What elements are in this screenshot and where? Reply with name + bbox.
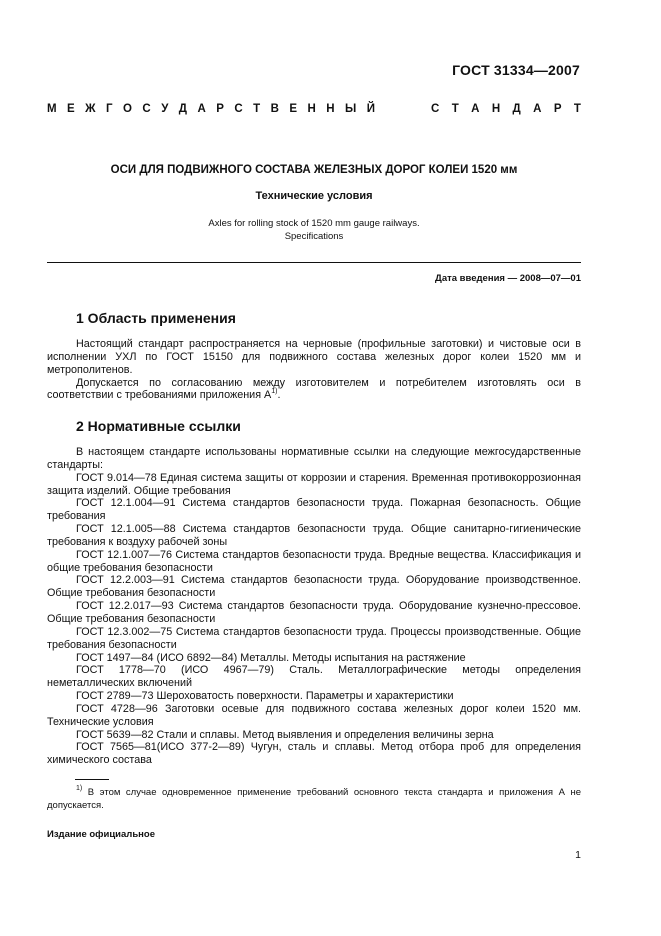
banner-letter: А xyxy=(197,103,206,115)
reference-item: ГОСТ 12.3.002—75 Система стандартов безопасности труда. Процессы производственные. Общие требования безопасности xyxy=(47,625,581,651)
normative-references-list xyxy=(47,472,581,767)
section-1-heading: 1 Область применения xyxy=(76,310,236,326)
footnote-marker: 1) xyxy=(76,785,83,792)
reference-item: ГОСТ 7565—81(ИСО 377-2—89) Чугун, сталь и сплавы. Метод отбора проб для определения химического состава xyxy=(47,741,581,767)
banner-letter: Р xyxy=(216,103,224,115)
banner-letter: С xyxy=(431,103,440,115)
reference-item: ГОСТ 12.1.005—88 Система стандартов безопасности труда. Общие санитарно-гигиенические требования к воздуху рабочей зоны xyxy=(47,523,581,548)
section-2-body xyxy=(47,446,581,767)
banner-letter: Т xyxy=(451,103,459,115)
banner-letter: О xyxy=(123,103,132,115)
document-subtitle: Технические условия xyxy=(255,190,373,202)
standard-number: ГОСТ 31334—2007 xyxy=(452,62,580,78)
section-1-body xyxy=(47,338,581,402)
banner-letter: Р xyxy=(553,103,562,115)
section-2-heading: 2 Нормативные ссылки xyxy=(76,418,241,434)
banner-letter: В xyxy=(270,103,279,115)
document-title: ОСИ ДЛЯ ПОДВИЖНОГО СОСТАВА ЖЕЛЕЗНЫХ ДОРОГ КОЛЕИ 1520 мм xyxy=(110,164,518,176)
banner-letter: Д xyxy=(178,103,187,115)
banner-letter: Ж xyxy=(85,103,96,115)
banner-letter: Н xyxy=(326,103,335,115)
reference-item: ГОСТ 1497—84 (ИСО 6892—84) Металлы. Методы испытания на растяжение xyxy=(76,651,466,664)
banner-letter: Н xyxy=(307,103,316,115)
paragraph-text-end: . xyxy=(277,389,281,402)
banner-letter: С xyxy=(142,103,151,115)
banner-letter: Г xyxy=(106,103,113,115)
footnote-divider xyxy=(75,779,109,780)
footnote-text-block xyxy=(47,786,581,812)
english-title-line2: Specifications xyxy=(284,231,344,242)
banner-letter: Н xyxy=(491,103,501,115)
footnote-text: В этом случае одновременное применение требований основного текста стандарта и приложения А не допускается. xyxy=(47,787,581,811)
reference-item: ГОСТ 1778—70 (ИСО 4967—79) Сталь. Металлографические методы определения неметаллических включений xyxy=(47,664,581,690)
banner-letter: Т xyxy=(573,103,581,115)
banner-letter: Д xyxy=(512,103,521,115)
official-edition-label: Издание официальное xyxy=(47,829,155,840)
banner-letter: А xyxy=(471,103,480,115)
interstate-word xyxy=(47,103,375,115)
banner-letter: С xyxy=(234,103,243,115)
introduction-date: Дата введения — 2008—07—01 xyxy=(435,273,581,284)
section-2-intro: В настоящем стандарте использованы нормативные ссылки на следующие межгосударственные стандарты: xyxy=(47,446,581,471)
reference-item: ГОСТ 12.1.004—91 Система стандартов безопасности труда. Пожарная безопасность. Общие требования xyxy=(47,497,581,523)
section-1-paragraph: Настоящий стандарт распространяется на черновые (профильные заготовки) и чистовые оси в исполнении УХЛ по ГОСТ 15150 для подвижного состава железных дорог колеи 1520 мм и метрополитенов. xyxy=(47,338,581,376)
reference-item: ГОСТ 12.2.017—93 Система стандартов безопасности труда. Оборудование кузнечно-прессовое. Общие требования безопасности xyxy=(47,600,581,625)
reference-item: ГОСТ 12.1.007—76 Система стандартов безопасности труда. Вредные вещества. Классификация и общие требования безопасности xyxy=(47,548,581,574)
page-number: 1 xyxy=(575,849,581,861)
reference-item: ГОСТ 4728—96 Заготовки осевые для подвижного состава железных дорог колеи 1520 мм. Технические условия xyxy=(47,702,581,728)
reference-item: ГОСТ 12.2.003—91 Система стандартов безопасности труда. Оборудование производственное. Общие требования безопасности xyxy=(47,574,581,600)
reference-item: ГОСТ 2789—73 Шероховатость поверхности. Параметры и характеристики xyxy=(76,690,454,703)
paragraph-text: Допускается по согласованию между изготовителем и потребителем изготовлять оси в соответствии с требованиями приложения А xyxy=(47,376,581,402)
footnote xyxy=(47,786,581,812)
section-1-paragraph xyxy=(47,377,581,403)
banner-letter: У xyxy=(161,103,169,115)
standard-word xyxy=(431,103,581,115)
banner-letter: Ы xyxy=(345,103,357,115)
banner-letter: Е xyxy=(289,103,298,115)
banner-letter: М xyxy=(47,103,57,115)
banner-letter: А xyxy=(533,103,542,115)
title-divider xyxy=(47,262,581,263)
banner-letter: Й xyxy=(366,103,375,115)
reference-item: ГОСТ 9.014—78 Единая система защиты от коррозии и старения. Временная противокоррозионная защита изделий. Общие требования xyxy=(47,471,581,497)
footnote-ref: 1) xyxy=(271,388,278,396)
banner-letter: Е xyxy=(67,103,75,115)
reference-item: ГОСТ 5639—82 Стали и сплавы. Метод выявления и определения величины зерна xyxy=(76,728,494,741)
english-title-line1: Axles for rolling stock of 1520 mm gauge railways. xyxy=(208,218,420,229)
interstate-standard-banner xyxy=(47,103,581,115)
banner-letter: Т xyxy=(253,103,261,115)
english-title xyxy=(47,217,581,243)
